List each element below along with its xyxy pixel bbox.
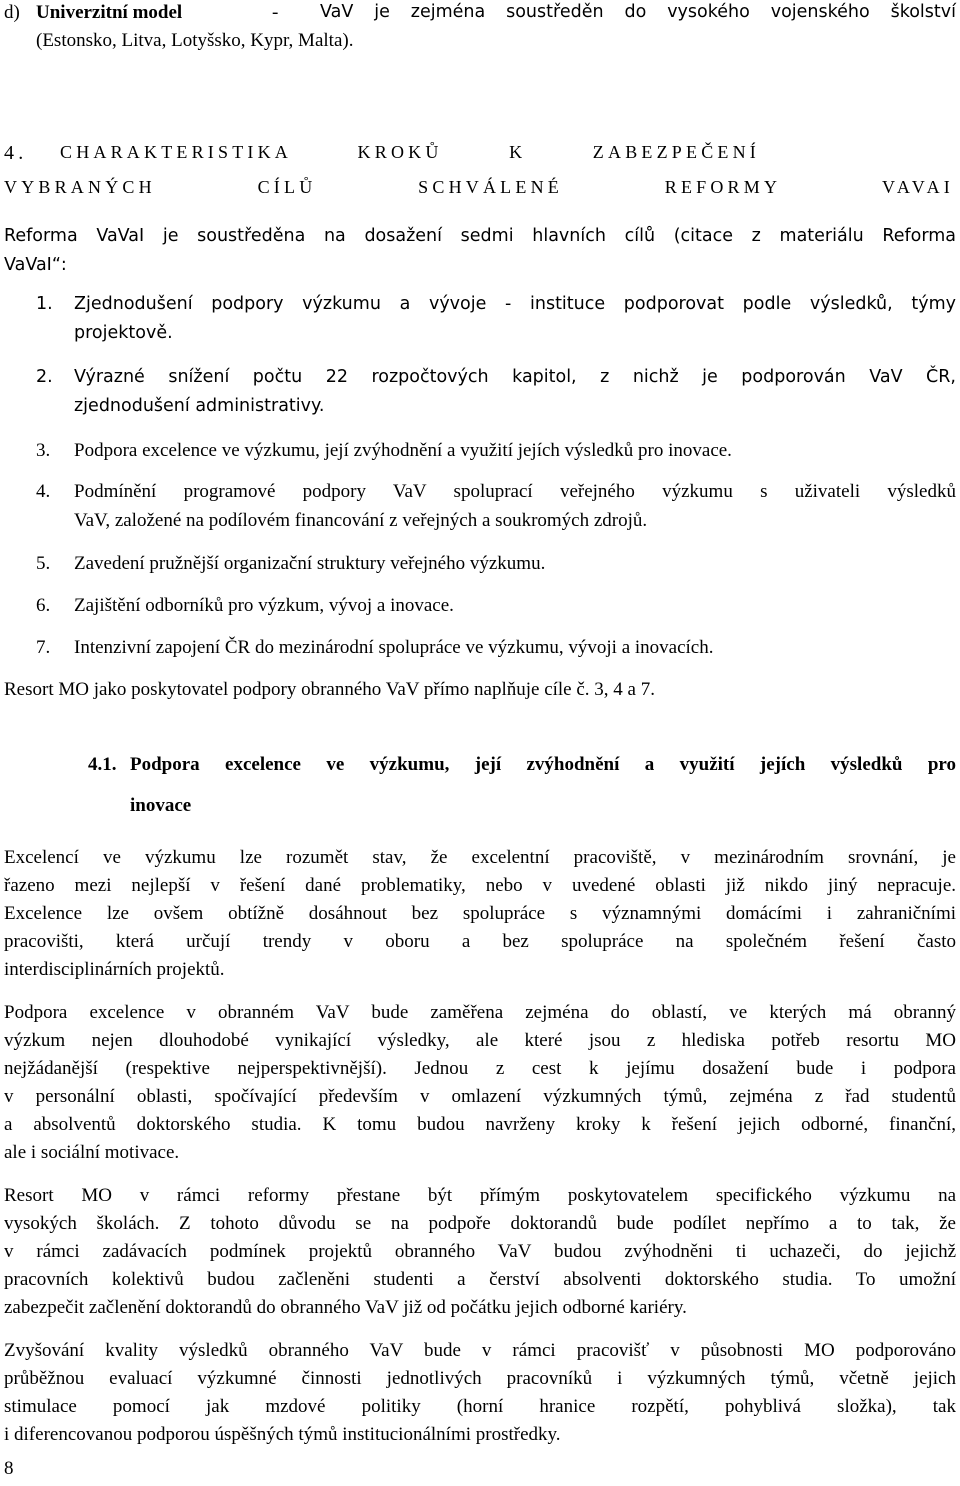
subsection-number: 4.1. xyxy=(88,754,117,775)
top-item-text-line1: VaV je zejména soustředěn do vysokého vojenského školství xyxy=(320,2,956,22)
intro-line1: Reforma VaVaI je soustředěna na dosažení sedmi hlavních cílů (citace z materiálu Reforma xyxy=(4,226,956,246)
top-item-dash: - xyxy=(272,2,279,23)
top-item-bold-lead: Univerzitní model xyxy=(36,2,183,23)
paragraph-2-line5: a absolventů doktorského studia. K tomu budou navrženy kroky k řešení jejich odborné, finanční, xyxy=(4,1114,956,1135)
goal-text-2-line2: zjednodušení administrativy. xyxy=(74,396,325,416)
paragraph-3-line5: zabezpečit začlenění doktorandů do obranného VaV již od počátku jejich odborné kariéry. xyxy=(4,1297,687,1318)
paragraph-4-line1: Zvyšování kvality výsledků obranného VaV bude v rámci pracovišť v působnosti MO podporováno xyxy=(4,1340,956,1361)
goal-text-1-line2: projektově. xyxy=(74,323,173,343)
goal-num-4: 4. xyxy=(36,481,51,502)
paragraph-3-line1: Resort MO v rámci reformy přestane být přímým poskytovatelem specifického výzkumu na xyxy=(4,1185,956,1206)
goal-num-5: 5. xyxy=(36,553,51,574)
goal-num-6: 6. xyxy=(36,595,51,616)
paragraph-1-line3: Excelence lze ovšem obtížně dosáhnout bez spolupráce s významnými domácími i zahraničními xyxy=(4,903,956,924)
goal-num-1: 1. xyxy=(36,294,53,314)
paragraph-2-line6: ale i sociální motivace. xyxy=(4,1142,180,1163)
goal-num-3: 3. xyxy=(36,440,51,461)
paragraph-2-line1: Podpora excelence v obranném VaV bude zaměřena zejména do oblastí, ve kterých má obranný xyxy=(4,1002,956,1023)
goal-text-5-line1: Zavedení pružnější organizační struktury veřejného výzkumu. xyxy=(74,553,546,574)
goal-text-3-line1: Podpora excelence ve výzkumu, její zvýhodnění a využití jejích výsledků pro inovace. xyxy=(74,440,732,461)
paragraph-4-line2: průběžnou evaluací výzkumné činnosti jednotlivých pracovníků i výzkumných týmů, včetně jejich xyxy=(4,1368,956,1389)
section-heading-line1: CHARAKTERISTIKA KROKŮ K ZABEZPEČENÍ xyxy=(60,142,760,162)
paragraph-2-line2: výzkum nejen dlouhodobé vynikající výsledky, ale které jsou z hlediska potřeb resortu MO xyxy=(4,1030,956,1051)
section-number: 4. xyxy=(4,142,28,164)
goal-text-7-line1: Intenzivní zapojení ČR do mezinárodní spolupráce ve výzkumu, vývoji a inovacích. xyxy=(74,637,714,658)
paragraph-1-line2: řazeno mezi nejlepší v řešení dané problematiky, nebo v uvedené oblasti již nikdo jiný nepracuje. xyxy=(4,875,956,896)
goal-text-4-line2: VaV, založené na podílovém financování z veřejných a soukromých zdrojů. xyxy=(74,510,648,531)
paragraph-3-line3: v rámci zadávacích podmínek projektů obranného VaV budou zvýhodněni ti uchazeči, do jejichž xyxy=(4,1241,956,1262)
paragraph-2-line3: nejžádanější (respektive nejperspektivnější). Jednou z cest k jejímu dosažení bude i podpora xyxy=(4,1058,956,1079)
paragraph-2-line4: v personální oblasti, spočívající především v omlazení výzkumných týmů, zejména z řad studentů xyxy=(4,1086,956,1107)
goal-text-1-line1: Zjednodušení podpory výzkumu a vývoje - instituce podporovat podle výsledků, týmy xyxy=(74,294,956,314)
goal-num-2: 2. xyxy=(36,367,53,387)
subsection-title-line1: Podpora excelence ve výzkumu, její zvýhodnění a využití jejích výsledků pro xyxy=(130,754,956,775)
paragraph-1-line1: Excelencí ve výzkumu lze rozumět stav, že excelentní pracoviště, v mezinárodním srovnání, je xyxy=(4,847,956,868)
goal-text-6-line1: Zajištění odborníků pro výzkum, vývoj a inovace. xyxy=(74,595,454,616)
paragraph-1-line4: pracovišti, která určují trendy v oboru a bez spolupráce na společném řešení často xyxy=(4,931,956,952)
top-item-text-line2: (Estonsko, Litva, Lotyšsko, Kypr, Malta). xyxy=(36,30,354,51)
paragraph-3-line4: pracovních kolektivů budou začleněni studenti a čerství absolventi doktorského studia. To umožní xyxy=(4,1269,956,1290)
goal-num-7: 7. xyxy=(36,637,51,658)
page-number: 8 xyxy=(4,1458,14,1479)
section-heading-line2: VYBRANÝCH CÍLŮ SCHVÁLENÉ REFORMY VAVAI xyxy=(4,177,954,197)
goal-text-4-line1: Podmínění programové podpory VaV spoluprací veřejného výzkumu s uživateli výsledků xyxy=(74,481,956,502)
paragraph-1-line5: interdisciplinárních projektů. xyxy=(4,959,225,980)
goal-text-2-line1: Výrazné snížení počtu 22 rozpočtových kapitol, z nichž je podporován VaV ČR, xyxy=(74,367,956,387)
subsection-title-line2: inovace xyxy=(130,795,192,816)
paragraph-4-line3: stimulace pomocí jak mzdové politiky (horní hranice rozpětí, pohyblivá složka), tak xyxy=(4,1396,956,1417)
resort-line: Resort MO jako poskytovatel podpory obranného VaV přímo naplňuje cíle č. 3, 4 a 7. xyxy=(4,679,655,700)
top-item-label: d) xyxy=(4,2,20,23)
paragraph-3-line2: vysokých školách. Z tohoto důvodu se na podpoře doktorandů bude podílet nepřímo a to tak, že xyxy=(4,1213,956,1234)
paragraph-4-line4: i diferencovanou podporou úspěšných týmů institucionálními prostředky. xyxy=(4,1424,561,1445)
intro-line2: VaVaI“: xyxy=(4,255,67,275)
